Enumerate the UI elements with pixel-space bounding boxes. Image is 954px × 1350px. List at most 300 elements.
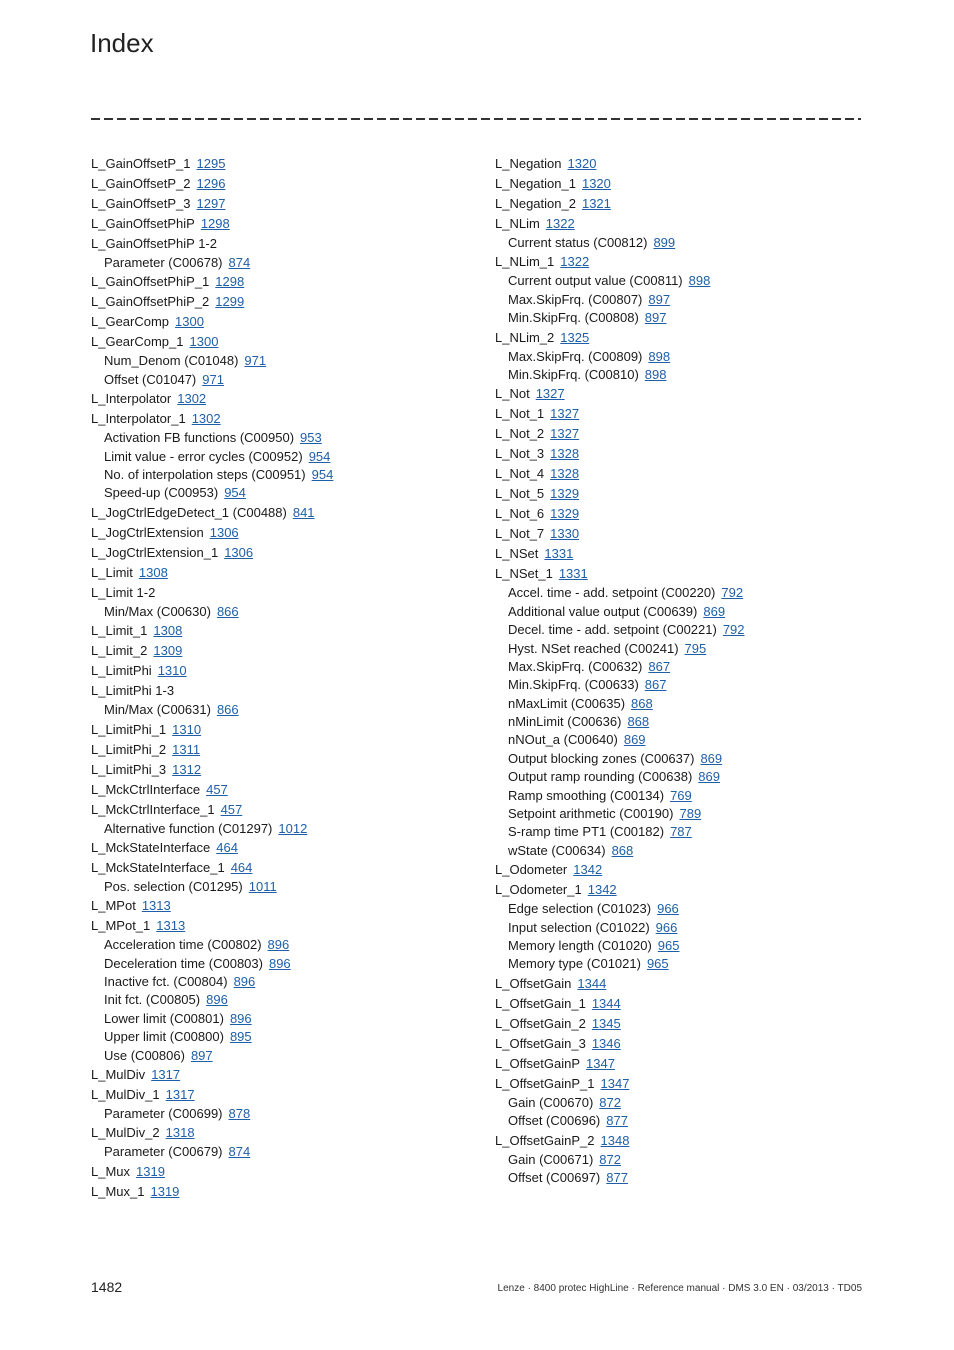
page-link[interactable]: 1319 (136, 1163, 165, 1179)
page-title: Index (90, 28, 154, 58)
index-entry (495, 154, 875, 174)
index-subentry (91, 1047, 471, 1065)
index-entry-label: L_NLim_2 (495, 329, 555, 345)
index-entry-label: L_GainOffsetPhiP_1 (91, 274, 210, 290)
index-entry-label: L_Limit_1 (91, 623, 148, 639)
index-entry-label: No. of interpolation steps (C00951) (104, 466, 306, 482)
page-link[interactable]: 1322 (560, 254, 590, 270)
page-link[interactable]: 1320 (567, 156, 597, 171)
page-link[interactable]: 878 (228, 1106, 251, 1122)
index-entry-label: L_Not_5 (495, 486, 545, 502)
index-entry (495, 328, 875, 348)
page-link[interactable]: 787 (670, 824, 692, 840)
page-link[interactable]: 1310 (157, 663, 187, 679)
page-link[interactable]: 874 (228, 255, 251, 270)
page-link[interactable]: 1302 (177, 391, 207, 407)
index-entry (91, 681, 471, 701)
page-link[interactable]: 795 (684, 640, 707, 656)
index-subentry (495, 823, 875, 841)
index-entry-label: L_LimitPhi_3 (91, 761, 167, 777)
page-link[interactable]: 1302 (191, 411, 221, 427)
index-entry-label: L_Odometer_1 (495, 882, 582, 898)
page-link[interactable]: 792 (722, 622, 745, 638)
index-entry (495, 1074, 875, 1094)
page-link[interactable]: 1313 (141, 898, 171, 914)
page-link[interactable]: 1327 (550, 426, 580, 442)
index-entry (91, 896, 471, 916)
page-link[interactable]: 954 (224, 485, 246, 501)
page-link[interactable]: 866 (216, 603, 239, 619)
index-entry-label: L_LimitPhi_2 (91, 741, 167, 757)
dashed-divider (91, 118, 861, 120)
index-entry-label: L_GainOffsetP_1 (91, 156, 191, 171)
index-entry (91, 858, 471, 878)
index-entry-label: Current status (C00812) (508, 235, 648, 250)
page-link[interactable]: 953 (300, 430, 322, 446)
index-entry (91, 1182, 471, 1202)
index-entry-label: nNOut_a (C00640) (508, 732, 618, 748)
index-subentry (91, 484, 471, 502)
index-entry-label: Additional value output (C00639) (508, 603, 698, 619)
index-entry-label: L_JogCtrlExtension (91, 524, 204, 540)
index-entry-label: Max.SkipFrq. (C00807) (508, 291, 643, 307)
index-entry-label: Use (C00806) (104, 1047, 185, 1063)
page-link[interactable]: 1328 (550, 446, 580, 462)
index-entry (91, 800, 471, 820)
index-entry (91, 583, 471, 603)
index-entry-label: L_Not (495, 386, 530, 402)
page-link[interactable]: 1306 (224, 544, 254, 560)
index-subentry (495, 805, 875, 823)
index-entry (495, 424, 875, 444)
index-entry-label: L_GearComp (91, 314, 170, 330)
index-entry-label: L_Negation_1 (495, 176, 576, 191)
page-link[interactable]: 872 (599, 1151, 621, 1167)
index-subentry (495, 731, 875, 749)
page-link[interactable]: 1317 (165, 1087, 195, 1103)
page-link[interactable]: 457 (206, 781, 228, 797)
index-column-left (91, 154, 471, 1202)
page-link[interactable]: 1344 (591, 995, 621, 1011)
index-entry-label: L_Limit 1-2 (91, 584, 156, 600)
index-subentry (495, 366, 875, 384)
index-entry-label: L_Negation_2 (495, 196, 576, 211)
index-entry (91, 543, 471, 563)
index-entry-label: L_MPot_1 (91, 918, 151, 934)
page-link[interactable]: 867 (648, 658, 671, 674)
page-link[interactable]: 1347 (586, 1055, 615, 1071)
index-entry-label: Accel. time - add. setpoint (C00220) (508, 585, 716, 601)
page-link[interactable]: 1327 (535, 386, 565, 402)
page-link[interactable]: 789 (679, 806, 702, 822)
index-entry-label: Upper limit (C00800) (104, 1029, 224, 1045)
page-link[interactable]: 1298 (200, 216, 230, 231)
index-subentry (495, 603, 875, 621)
page-link[interactable]: 1322 (545, 216, 575, 231)
index-entry-label: Parameter (C00679) (104, 1144, 223, 1160)
index-subentry (495, 768, 875, 786)
index-entry (91, 1085, 471, 1105)
index-entry-label: L_NLim_1 (495, 254, 555, 270)
index-subentry (91, 701, 471, 719)
index-entry-label: L_OffsetGainP_2 (495, 1132, 595, 1148)
page-link[interactable]: 874 (228, 1144, 251, 1160)
index-subentry (91, 352, 471, 370)
page-link[interactable]: 1331 (544, 546, 574, 562)
index-entry-label: Limit value - error cycles (C00952) (104, 448, 303, 464)
index-entry (91, 214, 471, 234)
index-entry-label: L_OffsetGain_1 (495, 995, 586, 1011)
page-link[interactable]: 877 (606, 1169, 628, 1185)
index-subentry (495, 955, 875, 973)
index-entry-label: Current output value (C00811) (508, 273, 683, 289)
index-subentry (495, 658, 875, 676)
index-subentry (91, 1028, 471, 1046)
page-link[interactable]: 1299 (215, 294, 245, 310)
page-link[interactable]: 965 (657, 937, 680, 953)
index-entry-label: Edge selection (C01023) (508, 901, 652, 917)
page-link[interactable]: 1011 (248, 878, 277, 894)
index-subentry (495, 787, 875, 805)
index-entry (495, 564, 875, 584)
index-entry-label: L_JogCtrlEdgeDetect_1 (C00488) (91, 504, 287, 520)
page-link[interactable]: 1308 (138, 564, 168, 580)
page-link[interactable]: 966 (657, 901, 679, 917)
page-link[interactable]: 1297 (196, 196, 226, 211)
page-link[interactable]: 1310 (172, 721, 202, 737)
index-entry-label: Hyst. NSet reached (C00241) (508, 640, 679, 656)
index-entry-label: L_NSet_1 (495, 566, 553, 582)
index-entry-label: Offset (C00697) (508, 1169, 601, 1185)
index-entry-label: Ramp smoothing (C00134) (508, 787, 665, 803)
index-entry (91, 1065, 471, 1085)
page-link[interactable]: 1319 (150, 1183, 180, 1199)
index-entry (495, 524, 875, 544)
index-entry-label: wState (C00634) (508, 842, 606, 858)
index-entry (91, 740, 471, 760)
page-link[interactable]: 1345 (591, 1015, 621, 1031)
page-link[interactable]: 1344 (577, 975, 607, 991)
page-link[interactable]: 1347 (600, 1075, 630, 1091)
page-link[interactable]: 1329 (550, 486, 580, 502)
index-entry (91, 154, 471, 174)
page-link[interactable]: 971 (244, 353, 267, 369)
index-entry-label: L_LimitPhi_1 (91, 721, 167, 737)
index-entry-label: L_Limit_2 (91, 643, 148, 659)
index-entry (91, 523, 471, 543)
page-link[interactable]: 464 (216, 839, 238, 855)
page-link[interactable]: 954 (308, 448, 331, 464)
index-entry-label: Parameter (C00699) (104, 1106, 223, 1122)
index-entry (495, 174, 875, 194)
index-subentry (495, 309, 875, 327)
page-link[interactable]: 1342 (573, 862, 603, 878)
index-entry (495, 504, 875, 524)
index-entry-label: L_GainOffsetPhiP (91, 216, 195, 231)
page-link[interactable]: 769 (670, 787, 692, 803)
index-entry-label: Output blocking zones (C00637) (508, 750, 695, 766)
index-entry (91, 760, 471, 780)
index-entry-label: L_Interpolator_1 (91, 411, 186, 427)
page-link[interactable]: 1309 (153, 643, 183, 659)
page-link[interactable]: 897 (644, 310, 667, 326)
index-entry-label: L_Mux (91, 1163, 131, 1179)
page-link[interactable]: 1346 (591, 1035, 621, 1051)
index-entry-label: L_MPot (91, 898, 136, 914)
index-entry-label: nMaxLimit (C00635) (508, 695, 626, 711)
index-entry-label: L_Limit (91, 564, 133, 580)
index-subentry (495, 937, 875, 955)
page-link[interactable]: 868 (631, 695, 653, 711)
page-link[interactable]: 877 (606, 1113, 628, 1129)
page-link[interactable]: 1295 (196, 156, 226, 171)
page-link[interactable]: 1328 (550, 466, 580, 482)
page-link[interactable]: 1317 (151, 1067, 181, 1083)
index-entry (91, 720, 471, 740)
index-entry-label: L_MckCtrlInterface_1 (91, 801, 215, 817)
index-subentry (495, 695, 875, 713)
page-link[interactable]: 1321 (581, 196, 611, 211)
index-entry-label: L_Odometer (495, 862, 568, 878)
page-link[interactable]: 1342 (587, 882, 617, 898)
page-link[interactable]: 1318 (165, 1125, 195, 1141)
index-subentry (495, 584, 875, 602)
index-entry (495, 994, 875, 1014)
index-entry-label: Setpoint arithmetic (C00190) (508, 806, 674, 822)
page-link[interactable]: 792 (721, 585, 744, 601)
index-entry (91, 661, 471, 681)
index-entry-label: L_MckStateInterface_1 (91, 859, 225, 875)
index-entry-label: Output ramp rounding (C00638) (508, 769, 693, 785)
index-entry-label: L_LimitPhi 1-3 (91, 683, 175, 699)
index-entry-label: L_MulDiv (91, 1067, 146, 1083)
page-link[interactable]: 1330 (550, 526, 580, 542)
index-entry-label: Offset (C01047) (104, 371, 197, 387)
index-entry-label: Num_Denom (C01048) (104, 353, 239, 369)
page-link[interactable]: 869 (700, 750, 723, 766)
footer-text: Lenze · 8400 protec HighLine · Reference manual · DMS 3.0 EN · 03/2013 · TD05 (497, 1283, 862, 1294)
index-entry-label: Decel. time - add. setpoint (C00221) (508, 622, 717, 638)
page-link[interactable]: 896 (206, 992, 228, 1008)
index-entry (91, 409, 471, 429)
page-link[interactable]: 868 (611, 842, 634, 858)
page-link[interactable]: 1300 (175, 314, 204, 330)
page-link[interactable]: 1311 (172, 741, 201, 757)
page-link[interactable]: 1312 (172, 761, 202, 777)
index-entry-label: Activation FB functions (C00950) (104, 430, 295, 446)
index-subentry (91, 1143, 471, 1161)
index-subentry (91, 973, 471, 991)
page-link[interactable]: 1331 (558, 566, 588, 582)
index-subentry (91, 466, 471, 484)
page-link[interactable]: 867 (644, 677, 667, 693)
index-entry (495, 464, 875, 484)
index-entry (91, 272, 471, 292)
page-link[interactable]: 898 (644, 366, 667, 382)
index-entry-label: L_OffsetGain_3 (495, 1035, 586, 1051)
index-subentry (495, 621, 875, 639)
page-link[interactable]: 464 (230, 859, 253, 875)
index-entry-label: Min.SkipFrq. (C00633) (508, 677, 639, 693)
page-link[interactable]: 1306 (209, 524, 239, 540)
page-link[interactable]: 872 (599, 1094, 621, 1110)
index-entry (495, 1014, 875, 1034)
index-entry-label: L_MckStateInterface (91, 839, 211, 855)
index-entry (495, 444, 875, 464)
page-link[interactable]: 868 (627, 714, 650, 730)
index-entry-label: Min/Max (C00631) (104, 702, 211, 718)
index-subentry (91, 936, 471, 954)
page-link[interactable]: 896 (267, 937, 290, 953)
index-subentry (91, 429, 471, 447)
index-subentry (495, 348, 875, 366)
index-entry (91, 563, 471, 583)
index-entry (495, 880, 875, 900)
index-entry (91, 389, 471, 409)
page-link[interactable]: 898 (688, 273, 711, 289)
index-entry (495, 1131, 875, 1151)
index-entry-label: Speed-up (C00953) (104, 485, 219, 501)
index-subentry (495, 291, 875, 309)
index-entry-label: L_MulDiv_1 (91, 1087, 160, 1103)
index-entry-label: Deceleration time (C00803) (104, 955, 263, 971)
page-link[interactable]: 971 (202, 371, 224, 387)
index-entry-label: L_MulDiv_2 (91, 1125, 160, 1141)
index-entry-label: L_GearComp_1 (91, 334, 184, 350)
index-subentry (91, 448, 471, 466)
page-link[interactable]: 841 (292, 504, 315, 520)
index-entry (91, 332, 471, 352)
index-entry-label: Memory length (C01020) (508, 937, 652, 953)
index-entry-label: Pos. selection (C01295) (104, 878, 243, 894)
page-link[interactable]: 1320 (581, 176, 611, 191)
page-link[interactable]: 897 (648, 291, 671, 307)
page-link[interactable]: 1300 (189, 334, 219, 350)
index-entry (495, 1034, 875, 1054)
index-subentry (91, 254, 471, 272)
index-entry-label: Init fct. (C00805) (104, 992, 201, 1008)
page-link[interactable]: 1012 (278, 820, 308, 836)
index-entry (495, 404, 875, 424)
index-entry-label: L_OffsetGain_2 (495, 1015, 586, 1031)
index-entry-label: Alternative function (C01297) (104, 820, 273, 836)
index-subentry (495, 919, 875, 937)
index-entry-label: Gain (C00671) (508, 1151, 594, 1167)
page-link[interactable]: 869 (623, 732, 646, 748)
page-link[interactable]: 1298 (215, 274, 245, 290)
index-entry (91, 503, 471, 523)
page-link[interactable]: 1329 (550, 506, 580, 522)
index-subentry (91, 1010, 471, 1028)
index-entry (495, 252, 875, 272)
page-link[interactable]: 866 (216, 702, 239, 718)
index-entry (91, 1123, 471, 1143)
index-subentry (495, 1094, 875, 1112)
page-link[interactable]: 896 (233, 974, 256, 990)
page-link[interactable]: 898 (648, 348, 671, 364)
page-link[interactable]: 966 (655, 919, 678, 935)
index-entry (495, 214, 875, 234)
index-entry-label: Acceleration time (C00802) (104, 937, 262, 953)
index-entry-label: L_GainOffsetP_2 (91, 176, 191, 191)
index-subentry (495, 272, 875, 290)
page-link[interactable]: 954 (311, 466, 334, 482)
index-entry (91, 312, 471, 332)
index-entry-label: Inactive fct. (C00804) (104, 974, 228, 990)
index-entry (91, 916, 471, 936)
index-entry-label: Min.SkipFrq. (C00810) (508, 366, 639, 382)
index-entry-label: L_NLim (495, 216, 540, 231)
index-subentry (91, 1105, 471, 1123)
index-entry-label: Offset (C00696) (508, 1113, 601, 1129)
index-entry-label: Max.SkipFrq. (C00809) (508, 348, 643, 364)
page-link[interactable]: 1348 (600, 1132, 630, 1148)
index-entry (91, 621, 471, 641)
page-link[interactable]: 896 (268, 955, 291, 971)
index-subentry (495, 1151, 875, 1169)
index-entry-label: Parameter (C00678) (104, 255, 223, 270)
index-subentry (495, 676, 875, 694)
page-link[interactable]: 869 (698, 769, 720, 785)
index-entry-label: L_Not_2 (495, 426, 545, 442)
index-subentry (91, 603, 471, 621)
index-subentry (495, 713, 875, 731)
index-entry-label: Gain (C00670) (508, 1094, 594, 1110)
page-link[interactable]: 899 (653, 235, 676, 250)
index-entry (91, 234, 471, 254)
index-subentry (495, 1112, 875, 1130)
index-subentry (495, 234, 875, 252)
index-subentry (495, 640, 875, 658)
page-link[interactable]: 1313 (156, 918, 186, 934)
index-entry-label: L_OffsetGainP (495, 1055, 581, 1071)
index-entry-label: Input selection (C01022) (508, 919, 650, 935)
index-entry-label: L_LimitPhi (91, 663, 152, 679)
index-entry-label: L_GainOffsetP_3 (91, 196, 191, 211)
page-link[interactable]: 897 (190, 1047, 213, 1063)
index-entry-label: L_Not_3 (495, 446, 545, 462)
index-entry-label: Memory type (C01021) (508, 956, 641, 972)
page-number: 1482 (91, 1279, 123, 1295)
index-entry (91, 174, 471, 194)
index-entry-label: Max.SkipFrq. (C00632) (508, 658, 643, 674)
page-link[interactable]: 457 (220, 801, 243, 817)
page-link[interactable]: 1296 (196, 176, 226, 191)
index-entry-label: L_Not_4 (495, 466, 545, 482)
index-entry-label: L_Negation (495, 156, 562, 171)
index-entry-label: L_OffsetGain (495, 975, 572, 991)
index-entry-label: L_Not_1 (495, 406, 545, 422)
index-entry (495, 484, 875, 504)
page-link[interactable]: 895 (229, 1029, 252, 1045)
index-subentry (91, 820, 471, 838)
page-link[interactable]: 1308 (153, 623, 183, 639)
page-link[interactable]: 869 (703, 603, 726, 619)
index-entry-label: Min.SkipFrq. (C00808) (508, 310, 639, 326)
page-link[interactable]: 965 (646, 956, 669, 972)
index-entry-label: nMinLimit (C00636) (508, 714, 622, 730)
index-entry (91, 1162, 471, 1182)
index-entry (91, 780, 471, 800)
index-subentry (91, 955, 471, 973)
index-subentry (91, 991, 471, 1009)
index-entry-label: L_GainOffsetPhiP_2 (91, 294, 210, 310)
index-entry (91, 292, 471, 312)
page-link[interactable]: 1325 (560, 329, 590, 345)
page-link[interactable]: 1327 (550, 406, 580, 422)
page-link[interactable]: 896 (229, 1010, 252, 1026)
index-entry (91, 641, 471, 661)
